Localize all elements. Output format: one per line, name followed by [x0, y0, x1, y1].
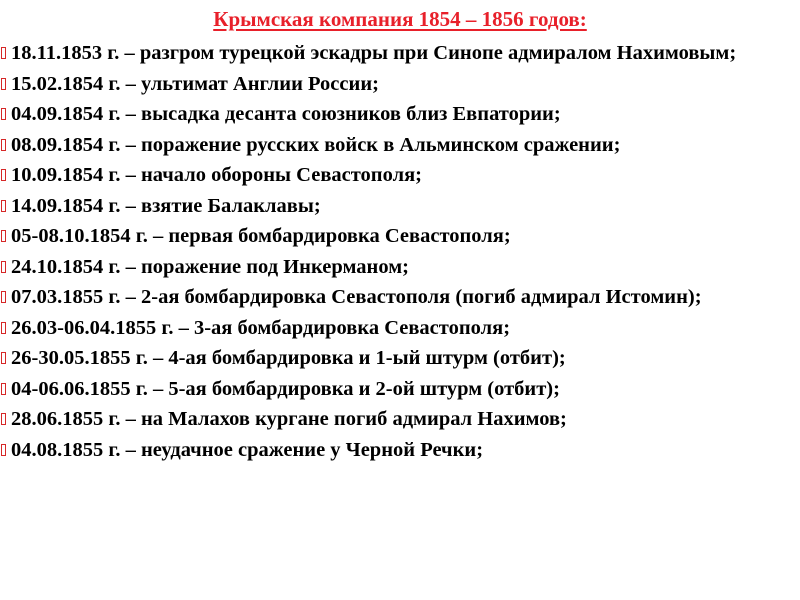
square-bullet-icon [1, 383, 6, 395]
list-item [0, 404, 800, 435]
list-item-text: 26-30.05.1855 г. – 4-ая бомбардировка и 1-ый штурм (отбит); [11, 347, 566, 369]
square-bullet-icon [1, 444, 6, 456]
square-bullet-icon [1, 200, 6, 212]
square-bullet-icon [1, 78, 6, 90]
square-bullet-icon [1, 47, 6, 59]
list-item [0, 160, 800, 191]
list-item [0, 282, 800, 313]
list-item-text: 14.09.1854 г. – взятие Балаклавы; [11, 194, 321, 217]
list-item [0, 313, 800, 344]
list-item [0, 38, 800, 69]
square-bullet-icon [1, 322, 6, 334]
list-item-text: 18.11.1853 г. – разгром турецкой эскадры при Синопе адмиралом Нахимовым; [11, 42, 737, 64]
square-bullet-icon [1, 261, 6, 273]
list-item-text: 04-06.06.1855 г. – 5-ая бомбардировка и 2-ой штурм (отбит); [11, 377, 560, 400]
event-list [0, 38, 800, 465]
list-item [0, 191, 800, 222]
square-bullet-icon [1, 413, 6, 425]
square-bullet-icon [1, 139, 6, 151]
square-bullet-icon [1, 352, 6, 364]
square-bullet-icon [1, 108, 6, 120]
list-item [0, 69, 800, 100]
list-item-text: 26.03-06.04.1855 г. – 3-ая бомбардировка Севастополя; [11, 316, 511, 339]
list-item-text: 04.09.1854 г. – высадка десанта союзников близ Евпатории; [11, 103, 561, 125]
list-item-text: 24.10.1854 г. – поражение под Инкерманом; [11, 255, 409, 278]
square-bullet-icon [1, 230, 6, 242]
list-item-text: 07.03.1855 г. – 2-ая бомбардировка Севастополя (погиб адмирал Истомин); [11, 286, 702, 308]
list-item-text: 10.09.1854 г. – начало обороны Севастополя; [11, 164, 423, 186]
list-item [0, 130, 800, 161]
slide-title: Крымская компания 1854 – 1856 годов: [213, 7, 587, 31]
list-item-text: 28.06.1855 г. – на Малахов кургане погиб адмирал Нахимов; [11, 408, 567, 430]
list-item [0, 252, 800, 283]
list-item [0, 221, 800, 252]
list-item-text: 15.02.1854 г. – ультимат Англии России; [11, 72, 379, 95]
list-item [0, 435, 800, 466]
list-item-text: 05-08.10.1854 г. – первая бомбардировка Севастополя; [11, 225, 511, 247]
list-item-text: 04.08.1855 г. – неудачное сражение у Черной Речки; [11, 438, 484, 461]
list-item [0, 374, 800, 405]
square-bullet-icon [1, 291, 6, 303]
list-item [0, 343, 800, 374]
list-item [0, 99, 800, 130]
list-item-text: 08.09.1854 г. – поражение русских войск в Альминском сражении; [11, 133, 621, 156]
square-bullet-icon [1, 169, 6, 181]
